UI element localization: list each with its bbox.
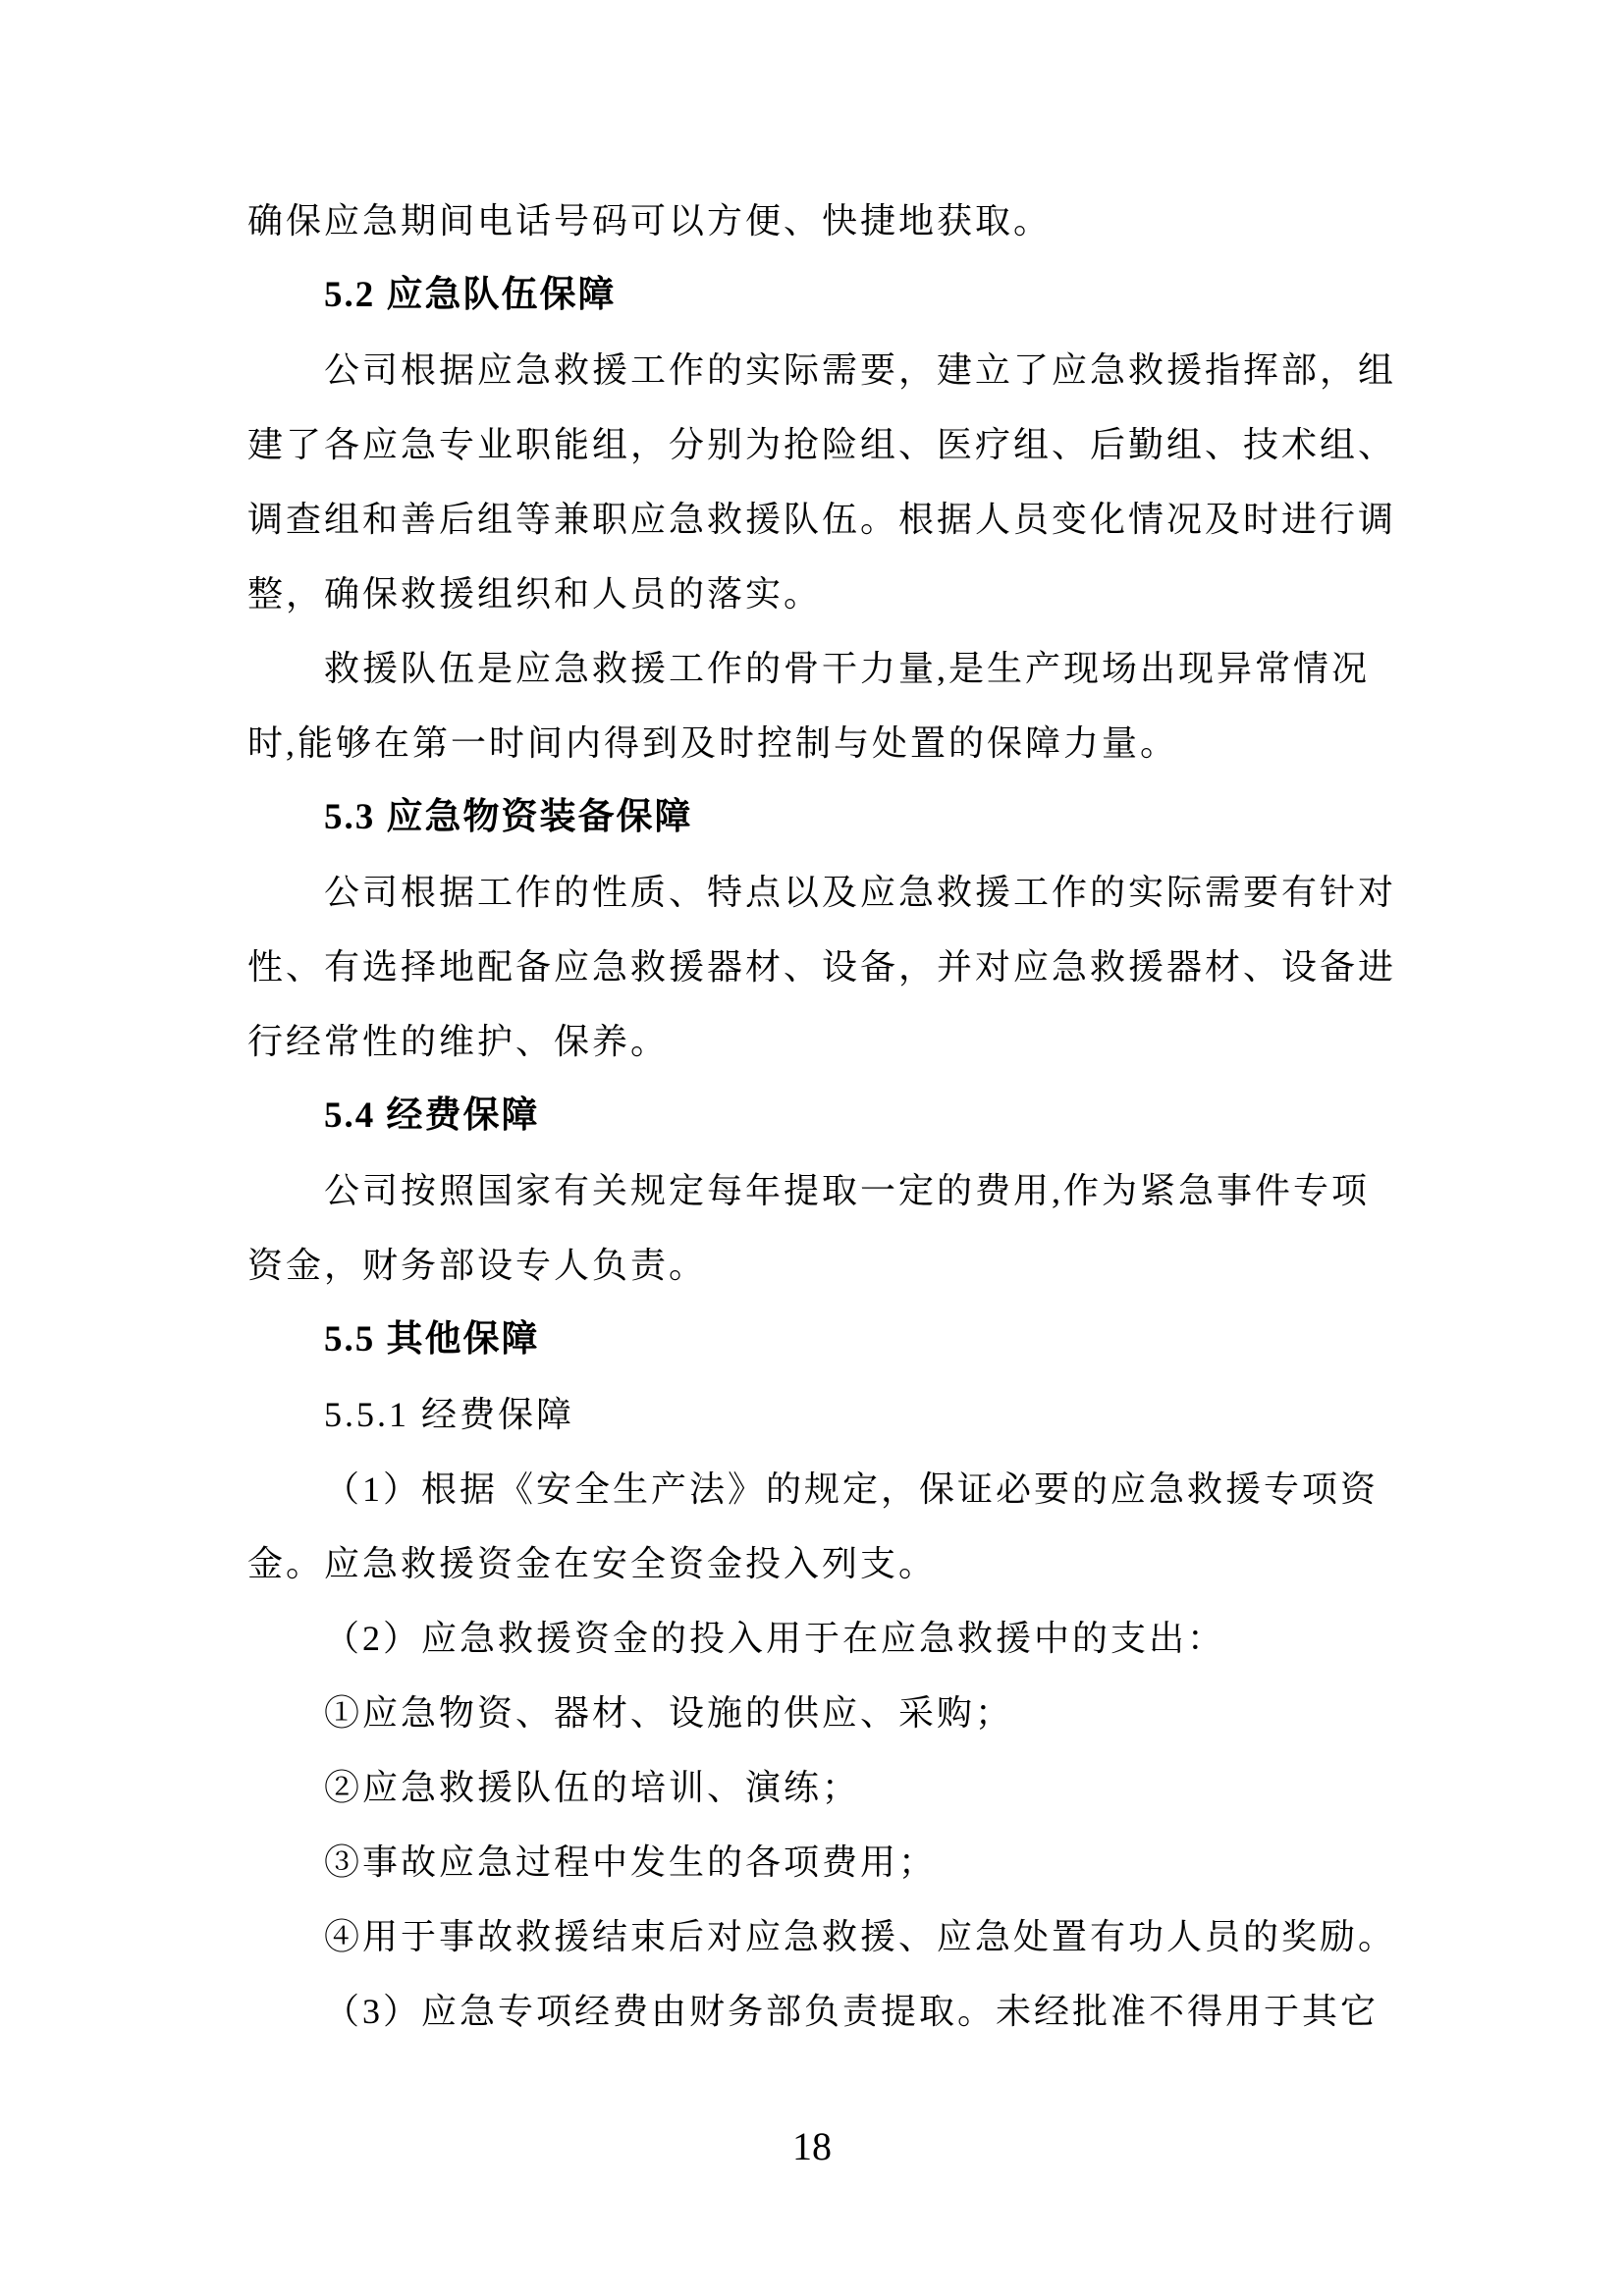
text-line: （3）应急专项经费由财务部负责提取。未经批准不得用于其它 bbox=[324, 1992, 1380, 2031]
text-line: ②应急救援队伍的培训、演练； bbox=[324, 1768, 861, 1807]
section-heading: 5.5 其他保障 bbox=[324, 1319, 540, 1360]
text-line: 5.5.1 经费保障 bbox=[324, 1395, 575, 1434]
text-line: 公司根据工作的性质、特点以及应急救援工作的实际需要有针对 bbox=[324, 873, 1397, 912]
text-line: 确保应急期间电话号码可以方便、快捷地获取。 bbox=[247, 201, 1053, 240]
text-line: 公司按照国家有关规定每年提取一定的费用,作为紧急事件专项 bbox=[324, 1171, 1371, 1210]
text-line: 金。应急救援资金在安全资金投入列支。 bbox=[247, 1544, 938, 1583]
text-line: 公司根据应急救援工作的实际需要，建立了应急救援指挥部，组 bbox=[324, 350, 1397, 390]
text-line: 资金，财务部设专人负责。 bbox=[247, 1246, 708, 1285]
section-heading: 5.2 应急队伍保障 bbox=[324, 275, 617, 315]
text-line: ①应急物资、器材、设施的供应、采购； bbox=[324, 1693, 1014, 1733]
text-line: 性、有选择地配备应急救援器材、设备，并对应急救援器材、设备进 bbox=[247, 947, 1397, 987]
text-line: 行经常性的维护、保养。 bbox=[247, 1022, 670, 1061]
text-line: （1）根据《安全生产法》的规定，保证必要的应急救援专项资 bbox=[324, 1469, 1380, 1509]
text-line: 时,能够在第一时间内得到及时控制与处置的保障力量。 bbox=[247, 723, 1179, 763]
section-heading: 5.3 应急物资装备保障 bbox=[324, 797, 693, 837]
text-line: ③事故应急过程中发生的各项费用； bbox=[324, 1842, 938, 1882]
text-line: 调查组和善后组等兼职应急救援队伍。根据人员变化情况及时进行调 bbox=[247, 500, 1397, 539]
text-line: ④用于事故救援结束后对应急救援、应急处置有功人员的奖励。 bbox=[324, 1917, 1397, 1956]
text-line: 整，确保救援组织和人员的落实。 bbox=[247, 574, 823, 614]
section-heading: 5.4 经费保障 bbox=[324, 1095, 540, 1136]
document-body bbox=[0, 184, 1624, 2049]
text-line: 建了各应急专业职能组，分别为抢险组、医疗组、后勤组、技术组、 bbox=[247, 425, 1397, 464]
page-number: 18 bbox=[792, 2124, 832, 2168]
text-line: （2）应急救援资金的投入用于在应急救援中的支出： bbox=[324, 1619, 1226, 1658]
text-line: 救援队伍是应急救援工作的骨干力量,是生产现场出现异常情况 bbox=[324, 649, 1371, 688]
